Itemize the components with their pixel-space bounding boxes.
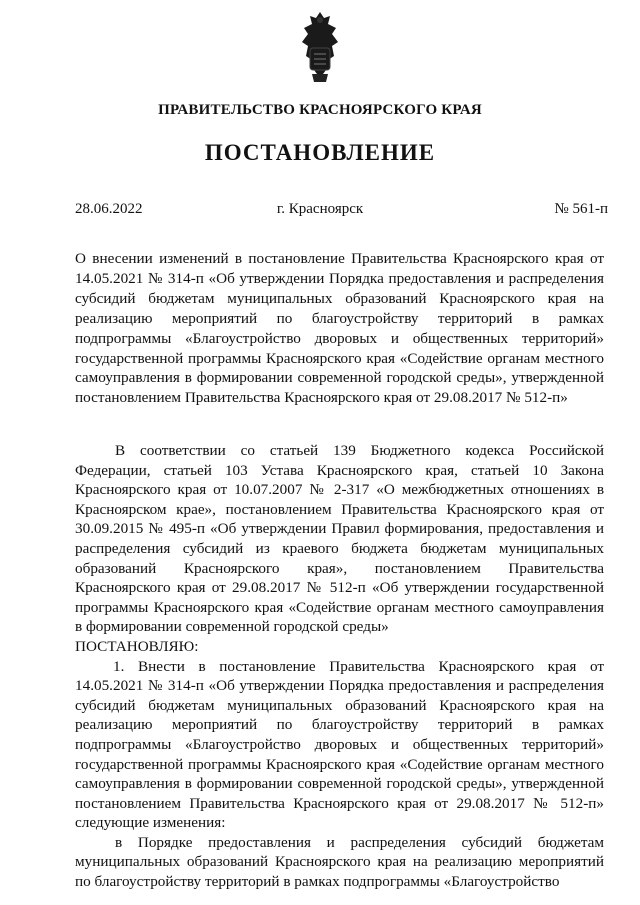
- item-1a-paragraph: в Порядке предоставления и распределения субсидий бюджетам муниципальных образований Красноярского края на реализацию мероприятий по благоустройству территорий в рамках подпрограммы «Благоустройство: [75, 833, 604, 891]
- document-subject: О внесении изменений в постановление Правительства Красноярского края от 14.05.2021 № 314-п «Об утверждении Порядка предоставления и распределения субсидий бюджетам муниципальных образований Красноярского края на реализацию мероприятий по благоустройству территорий в рамках подпрограммы «Благоустройство дворовых и общественных территорий» государственной программы Красноярского края «Содействие органам местного самоуправления в формировании современной городской среды», утвержденной постановлением Правительства Красноярского края от 29.08.2017 № 512-п»: [75, 250, 604, 407]
- document-city: г. Красноярск: [276, 201, 364, 217]
- preamble-paragraph: В соответствии со статьей 139 Бюджетного кодекса Российской Федерации, статьей 103 Устава Красноярского края, статьей 10 Закона Красноярского края от 10.07.2007 № 2-317 «О межбюджетных отношениях в Красноярском крае», постановлением Правительства Красноярского края от 30.09.2015 № 495-п «Об утверждении Правил формирования, предоставления и распределения субсидий из краевого бюджета бюджетам муниципальных образований Красноярского края», постановлением Правительства Красноярского края от 29.08.2017 № 512-п «Об утверждении государственной программы Красноярского края «Содействие органам местного самоуправления в формировании современной городской среды»: [75, 442, 604, 636]
- item-1-paragraph: 1. Внести в постановление Правительства Красноярского края от 14.05.2021 № 314-п «Об утверждении Порядка предоставления и распределения субсидий бюджетам муниципальных образований Красноярского края на реализацию мероприятий по благоустройству территорий в рамках подпрограммы «Благоустройство дворовых и общественных территорий» государственной программы Красноярского края «Содействие органам местного самоуправления в формировании современной городской среды», утвержденной постановлением Правительства Красноярского края от 29.08.2017 № 512-п» следующие изменения:: [75, 657, 604, 832]
- document-body: [75, 441, 604, 892]
- coat-of-arms-icon: [290, 8, 350, 86]
- document-number: № 561-п: [554, 201, 608, 217]
- government-name: ПРАВИТЕЛЬСТВО КРАСНОЯРСКОГО КРАЯ: [158, 102, 482, 118]
- document-date: 28.06.2022: [75, 201, 143, 217]
- resolve-statement: ПОСТАНОВЛЯЮ:: [75, 637, 199, 655]
- document-type-title: ПОСТАНОВЛЕНИЕ: [204, 140, 436, 165]
